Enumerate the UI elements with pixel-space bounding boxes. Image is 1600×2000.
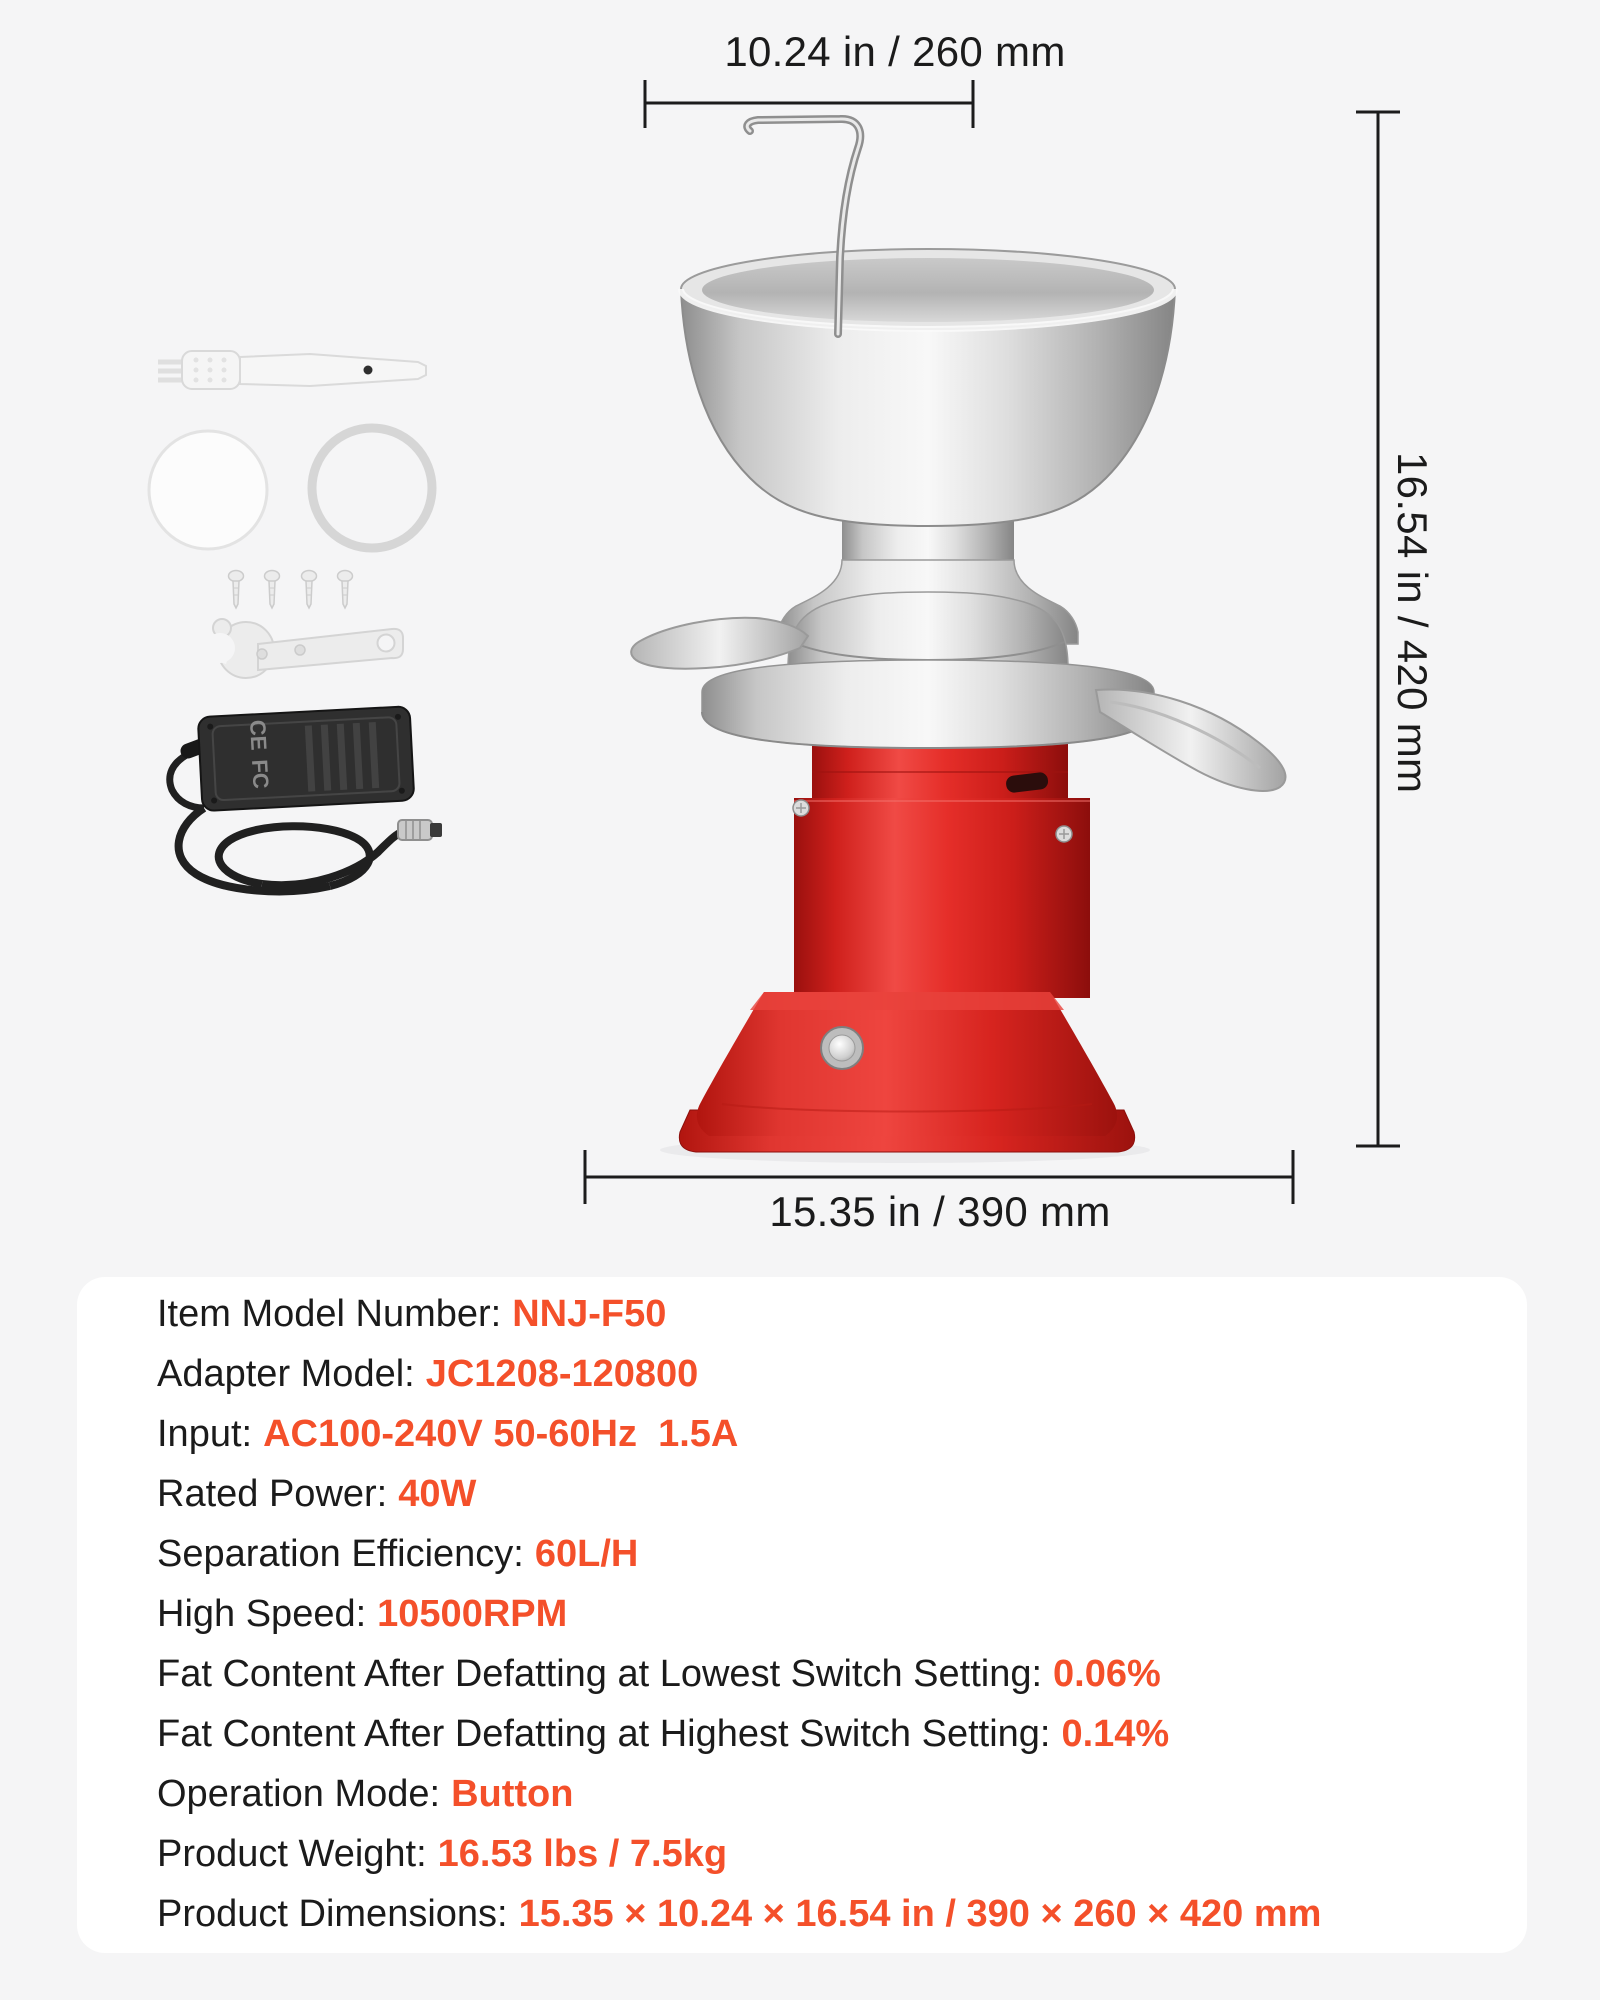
spec-row-separation-efficiency — [157, 1524, 1527, 1584]
spec-value: 40W — [398, 1473, 477, 1515]
spec-value: Button — [451, 1773, 574, 1815]
dimension-label-side-height: 16.54 in / 420 mm — [1389, 452, 1436, 794]
spec-value: 16.53 lbs / 7.5kg — [437, 1833, 728, 1875]
collar-dish — [702, 660, 1154, 748]
spec-label: Fat Content After Defatting at Highest Switch Setting: — [157, 1713, 1051, 1755]
spec-row-product-weight — [157, 1824, 1527, 1884]
spec-label: Item Model Number: — [157, 1293, 502, 1335]
spec-row-product-dimensions — [157, 1884, 1527, 1944]
mounting-screws — [229, 571, 353, 609]
bowl — [681, 249, 1175, 526]
motor-body — [793, 744, 1090, 998]
spec-value: 0.06% — [1053, 1653, 1161, 1695]
spec-value: 15.35 × 10.24 × 16.54 in / 390 × 260 × 420 mm — [518, 1893, 1322, 1935]
spec-label: Adapter Model: — [157, 1353, 415, 1395]
dimension-label-bottom-width: 15.35 in / 390 mm — [769, 1188, 1111, 1235]
body-screw — [1056, 826, 1072, 842]
base — [660, 992, 1150, 1163]
spec-label: Operation Mode: — [157, 1773, 441, 1815]
spec-value: 0.14% — [1061, 1713, 1170, 1755]
spec-row-high-speed — [157, 1584, 1527, 1644]
spec-row-adapter-model — [157, 1344, 1527, 1404]
sealing-ring — [312, 428, 432, 548]
spec-label: High Speed: — [157, 1593, 367, 1635]
spec-label: Rated Power: — [157, 1473, 388, 1515]
spec-row-input — [157, 1404, 1527, 1464]
fc-mark: FC — [247, 758, 274, 790]
wrench — [194, 619, 403, 678]
spec-label: Product Weight: — [157, 1833, 427, 1875]
spec-label: Fat Content After Defatting at Lowest Switch Setting: — [157, 1653, 1043, 1695]
adapter-connector — [398, 820, 442, 840]
spec-value: 60L/H — [534, 1533, 639, 1575]
spec-value: JC1208-120800 — [425, 1353, 699, 1395]
spec-label: Product Dimensions: — [157, 1893, 508, 1935]
ce-mark: CE — [244, 719, 272, 752]
power-button — [821, 1027, 863, 1069]
power-adapter — [170, 706, 442, 891]
spec-panel — [77, 1277, 1527, 1953]
dimension-label-top-width: 10.24 in / 260 mm — [724, 28, 1066, 75]
separator-machine — [631, 119, 1285, 1163]
outlet-spout-left — [631, 618, 808, 669]
spec-row-rated-power — [157, 1464, 1527, 1524]
dome-cap — [788, 592, 1068, 668]
spec-value: AC100-240V 50-60Hz 1.5A — [263, 1413, 739, 1455]
spec-row-model-number — [157, 1284, 1527, 1344]
body-screw — [793, 800, 809, 816]
spec-label: Input: — [157, 1413, 253, 1455]
cleaning-brush — [158, 351, 426, 389]
spec-row-operation-mode — [157, 1764, 1527, 1824]
spec-row-fat-lowest — [157, 1644, 1527, 1704]
spec-label: Separation Efficiency: — [157, 1533, 524, 1575]
filter-disc — [149, 431, 267, 549]
spec-row-fat-highest — [157, 1704, 1527, 1764]
accessories — [149, 351, 442, 891]
spec-value: 10500RPM — [377, 1593, 568, 1635]
spec-value: NNJ-F50 — [512, 1293, 667, 1335]
base-body — [697, 992, 1117, 1136]
